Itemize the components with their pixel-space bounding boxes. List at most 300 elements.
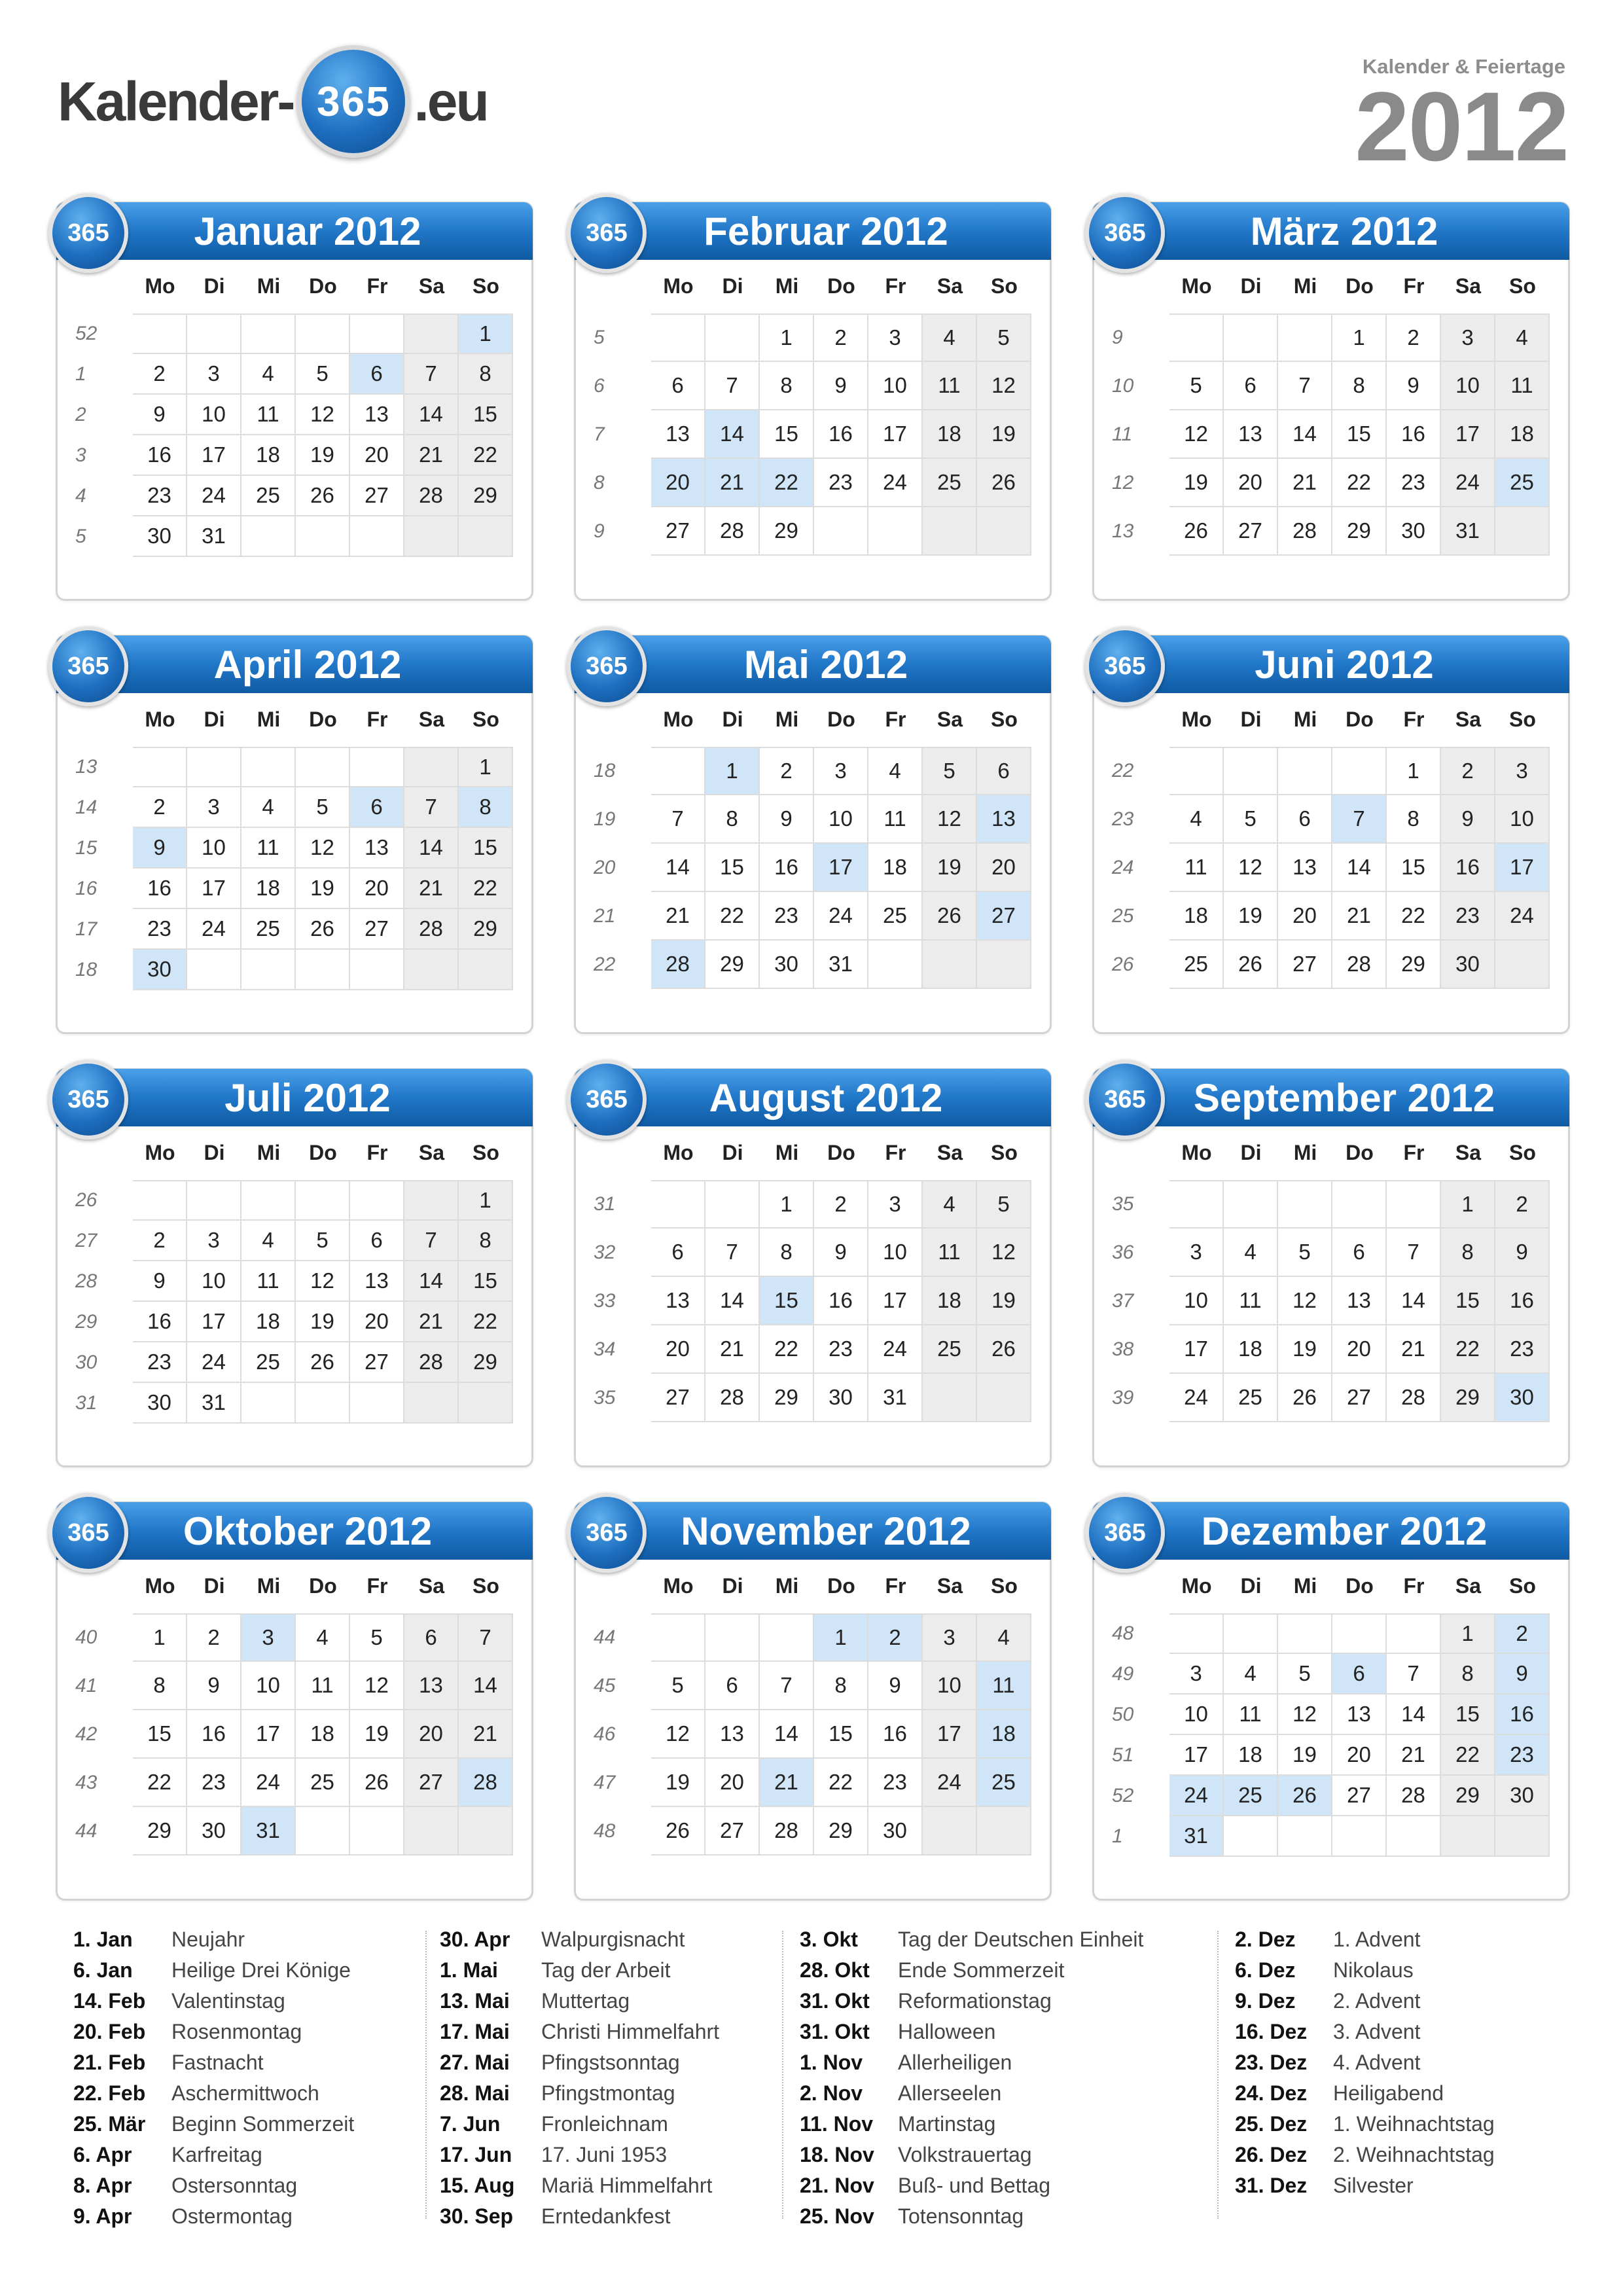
week-row [594, 362, 1032, 410]
month-title: Mai 2012 [575, 636, 1051, 693]
day-cell: 23 [133, 909, 187, 950]
week-row [75, 354, 514, 395]
week-number: 33 [594, 1290, 616, 1312]
month-badge: 365 [1085, 1060, 1165, 1139]
day-cell: 27 [1332, 1374, 1387, 1422]
week-number: 9 [594, 520, 605, 542]
week-number: 41 [75, 1675, 98, 1696]
week-row [594, 795, 1032, 844]
week-number: 49 [1112, 1663, 1134, 1685]
day-cell: 5 [977, 314, 1031, 362]
day-cell: 14 [1332, 844, 1387, 892]
week-number: 15 [75, 837, 98, 859]
holiday-name: Martinstag [898, 2112, 996, 2136]
day-cell: 19 [296, 1302, 350, 1342]
week-row [594, 844, 1032, 892]
day-cell: 22 [705, 892, 760, 941]
day-cell: 20 [705, 1759, 760, 1807]
day-cell: 14 [705, 410, 760, 459]
holiday-date: 22. Feb [73, 2081, 146, 2105]
day-cell: 30 [814, 1374, 868, 1422]
day-cell: 13 [1278, 844, 1332, 892]
weekday-label: Mo [145, 1141, 175, 1164]
column-divider [425, 1931, 428, 2219]
day-cell: 21 [1278, 459, 1332, 507]
day-cell: 17 [814, 844, 868, 892]
day-cell: 28 [1278, 507, 1332, 556]
day-cell: 21 [404, 1302, 459, 1342]
day-cell: 28 [705, 1374, 760, 1422]
month-days-grid [594, 747, 1032, 989]
day-cell: 15 [1387, 844, 1441, 892]
week-row [1112, 314, 1550, 362]
week-row [75, 869, 514, 909]
week-row [594, 1613, 1032, 1662]
day-cell: 24 [187, 1342, 241, 1383]
day-cell: 14 [705, 1277, 760, 1325]
weekday-label: So [473, 274, 499, 298]
day-cell: 29 [814, 1807, 868, 1856]
empty-day-cell [404, 1180, 459, 1221]
empty-day-cell [651, 314, 705, 362]
day-cell: 22 [760, 459, 814, 507]
holiday-date: 28. Okt [800, 1958, 870, 1982]
day-cell: 2 [760, 747, 814, 795]
week-row [1112, 1816, 1550, 1857]
weekday-label: Do [827, 1141, 855, 1164]
weekday-label: Sa [1455, 274, 1482, 298]
day-cell: 24 [868, 459, 923, 507]
empty-day-cell [296, 1807, 350, 1856]
holiday-name: Valentinstag [171, 1989, 285, 2013]
day-cell: 1 [760, 314, 814, 362]
empty-day-cell [1278, 747, 1332, 795]
week-row [594, 507, 1032, 556]
month-days-grid [75, 314, 514, 557]
holiday-entry [800, 1924, 1144, 1955]
month-badge: 365 [567, 193, 647, 273]
page-year: 2012 [1355, 71, 1568, 181]
week-number: 35 [1112, 1193, 1134, 1215]
empty-day-cell [350, 1383, 404, 1424]
week-number: 5 [75, 526, 86, 547]
day-cell: 11 [1224, 1277, 1278, 1325]
day-cell: 28 [1387, 1374, 1441, 1422]
day-cell: 11 [977, 1662, 1031, 1710]
day-cell: 23 [814, 459, 868, 507]
day-cell: 20 [350, 1302, 404, 1342]
month-days-grid [1112, 1180, 1550, 1422]
day-cell: 12 [296, 395, 350, 435]
day-cell: 1 [1332, 314, 1387, 362]
month-days-grid [594, 1613, 1032, 1856]
day-cell: 1 [1387, 747, 1441, 795]
day-cell: 31 [187, 1383, 241, 1424]
week-row [1112, 1229, 1550, 1277]
holiday-entry [440, 1924, 685, 1955]
day-cell: 14 [1387, 1277, 1441, 1325]
day-cell: 25 [241, 1342, 296, 1383]
day-cell: 18 [1224, 1325, 1278, 1374]
holiday-entry [440, 2078, 675, 2109]
day-cell: 20 [350, 869, 404, 909]
day-cell: 3 [814, 747, 868, 795]
week-number: 31 [75, 1392, 98, 1414]
holiday-name: Heilige Drei Könige [171, 1958, 351, 1982]
day-cell: 16 [1495, 1277, 1550, 1325]
weekday-label: So [473, 1141, 499, 1164]
day-cell: 9 [760, 795, 814, 844]
day-cell: 26 [977, 459, 1031, 507]
weekday-header [133, 708, 514, 732]
weekday-label: Fr [366, 1141, 388, 1164]
month-title: März 2012 [1093, 202, 1569, 260]
holiday-date: 6. Dez [1235, 1958, 1296, 1982]
week-number: 52 [1112, 1785, 1134, 1806]
day-cell: 29 [760, 507, 814, 556]
week-row [75, 1710, 514, 1759]
day-cell: 18 [296, 1710, 350, 1759]
holiday-entry [73, 2078, 319, 2109]
day-cell: 1 [1441, 1613, 1495, 1654]
week-row [1112, 1654, 1550, 1695]
month-title: Oktober 2012 [56, 1502, 533, 1560]
weekday-label: Sa [418, 708, 445, 731]
day-cell: 1 [814, 1613, 868, 1662]
day-cell: 7 [404, 787, 459, 828]
day-cell: 4 [923, 314, 977, 362]
holiday-name: 1. Weihnachtstag [1333, 2112, 1495, 2136]
week-row [75, 435, 514, 476]
day-cell: 19 [350, 1710, 404, 1759]
day-cell: 7 [705, 1229, 760, 1277]
day-cell: 8 [1332, 362, 1387, 410]
empty-day-cell [133, 1180, 187, 1221]
holiday-entry [1235, 2170, 1414, 2201]
empty-day-cell [1332, 1613, 1387, 1654]
page-subtitle: Kalender & Feiertage [1362, 55, 1565, 78]
month-title: September 2012 [1093, 1069, 1569, 1126]
empty-day-cell [977, 507, 1031, 556]
holiday-date: 11. Nov [800, 2112, 874, 2136]
day-cell: 15 [1441, 1695, 1495, 1735]
week-row [594, 1277, 1032, 1325]
week-number: 37 [1112, 1290, 1134, 1312]
day-cell: 1 [705, 747, 760, 795]
week-row [75, 1759, 514, 1807]
day-cell: 22 [814, 1759, 868, 1807]
holiday-date: 2. Nov [800, 2081, 863, 2105]
weekday-label: Do [309, 1141, 337, 1164]
holiday-entry [73, 2201, 293, 2232]
day-cell: 2 [133, 1221, 187, 1261]
week-row [1112, 1374, 1550, 1422]
week-row [1112, 747, 1550, 795]
day-cell: 27 [1332, 1776, 1387, 1816]
weekday-label: So [991, 1574, 1018, 1598]
weekday-label: So [1509, 708, 1536, 731]
day-cell: 22 [459, 1302, 513, 1342]
empty-day-cell [187, 747, 241, 787]
empty-day-cell [404, 950, 459, 990]
day-cell: 12 [1224, 844, 1278, 892]
day-cell: 16 [814, 1277, 868, 1325]
holiday-date: 28. Mai [440, 2081, 510, 2105]
day-cell: 11 [923, 1229, 977, 1277]
day-cell: 2 [1441, 747, 1495, 795]
day-cell: 26 [296, 1342, 350, 1383]
day-cell: 3 [1169, 1654, 1224, 1695]
day-cell: 29 [459, 476, 513, 516]
day-cell: 29 [459, 909, 513, 950]
holiday-date: 25. Mär [73, 2112, 146, 2136]
day-cell: 20 [404, 1710, 459, 1759]
week-row [75, 1383, 514, 1424]
holiday-entry [1235, 1924, 1421, 1955]
day-cell: 13 [651, 1277, 705, 1325]
day-cell: 10 [187, 395, 241, 435]
empty-day-cell [705, 1613, 760, 1662]
day-cell: 23 [187, 1759, 241, 1807]
holiday-column [800, 1924, 1144, 2232]
column-divider [782, 1931, 785, 2219]
day-cell: 6 [1278, 795, 1332, 844]
day-cell: 25 [241, 909, 296, 950]
day-cell: 28 [651, 941, 705, 989]
weekday-label: Di [722, 1574, 743, 1598]
day-cell: 17 [868, 1277, 923, 1325]
day-cell: 18 [1169, 892, 1224, 941]
holiday-column [440, 1924, 720, 2232]
weekday-label: So [1509, 274, 1536, 298]
holiday-name: Pfingstsonntag [541, 2051, 680, 2074]
week-number: 12 [1112, 472, 1134, 493]
day-cell: 26 [296, 909, 350, 950]
week-number: 13 [75, 756, 98, 778]
day-cell: 19 [977, 410, 1031, 459]
day-cell: 17 [187, 1302, 241, 1342]
day-cell: 13 [350, 395, 404, 435]
weekday-label: Do [1346, 1141, 1374, 1164]
day-cell: 28 [705, 507, 760, 556]
day-cell: 8 [1441, 1229, 1495, 1277]
week-row [594, 1325, 1032, 1374]
holiday-entry [440, 2140, 668, 2170]
day-cell: 9 [133, 395, 187, 435]
day-cell: 5 [296, 787, 350, 828]
week-number: 52 [75, 323, 98, 344]
holiday-name: Nikolaus [1333, 1958, 1414, 1982]
week-number: 30 [75, 1352, 98, 1373]
day-cell: 11 [241, 828, 296, 869]
week-row [1112, 410, 1550, 459]
day-cell: 24 [241, 1759, 296, 1807]
day-cell: 23 [814, 1325, 868, 1374]
weekday-label: Mo [145, 708, 175, 731]
day-cell: 17 [1169, 1735, 1224, 1776]
empty-day-cell [241, 747, 296, 787]
holiday-name: Ostermontag [171, 2204, 293, 2228]
month-card [1092, 635, 1570, 1034]
day-cell: 15 [459, 1261, 513, 1302]
day-cell: 5 [1224, 795, 1278, 844]
week-number: 40 [75, 1626, 98, 1648]
weekday-label: Mi [257, 1141, 281, 1164]
holiday-name: Totensonntag [898, 2204, 1024, 2228]
weekday-label: Di [1240, 1141, 1262, 1164]
empty-day-cell [296, 314, 350, 354]
empty-day-cell [1495, 507, 1550, 556]
weekday-label: Fr [885, 1141, 906, 1164]
holiday-name: Ende Sommerzeit [898, 1958, 1065, 1982]
week-number: 19 [594, 808, 616, 830]
empty-day-cell [705, 314, 760, 362]
day-cell: 10 [187, 828, 241, 869]
month-badge: 365 [567, 1493, 647, 1573]
weekday-label: Mi [1293, 1574, 1317, 1598]
day-cell: 16 [1387, 410, 1441, 459]
week-number: 48 [594, 1820, 616, 1842]
holiday-entry [440, 1986, 630, 2017]
day-cell: 30 [133, 1383, 187, 1424]
week-number: 46 [594, 1723, 616, 1745]
day-cell: 4 [296, 1613, 350, 1662]
day-cell: 13 [350, 828, 404, 869]
holiday-date: 1. Jan [73, 1928, 133, 1951]
holiday-name: Aschermittwoch [171, 2081, 319, 2105]
month-days-grid [75, 1613, 514, 1856]
day-cell: 11 [868, 795, 923, 844]
month-card [56, 202, 533, 601]
day-cell: 27 [350, 909, 404, 950]
holiday-name: Allerheiligen [898, 2051, 1012, 2074]
weekday-label: Do [827, 274, 855, 298]
weekday-label: Mi [1293, 708, 1317, 731]
empty-day-cell [187, 1180, 241, 1221]
week-number: 47 [594, 1772, 616, 1793]
week-row [1112, 459, 1550, 507]
day-cell: 25 [923, 459, 977, 507]
weekday-label: Fr [885, 708, 906, 731]
weekday-header [1169, 1141, 1550, 1165]
weekday-label: So [1509, 1574, 1536, 1598]
weekday-label: Di [1240, 708, 1262, 731]
day-cell: 7 [651, 795, 705, 844]
week-number: 22 [1112, 760, 1134, 781]
day-cell: 6 [1224, 362, 1278, 410]
month-badge: 365 [567, 1060, 647, 1139]
week-number: 22 [594, 954, 616, 975]
day-cell: 27 [404, 1759, 459, 1807]
day-cell: 29 [133, 1807, 187, 1856]
day-cell: 28 [1332, 941, 1387, 989]
week-number: 25 [1112, 905, 1134, 927]
day-cell: 12 [977, 1229, 1031, 1277]
day-cell: 26 [977, 1325, 1031, 1374]
week-row [75, 950, 514, 990]
empty-day-cell [459, 1807, 513, 1856]
week-row [75, 476, 514, 516]
week-number: 2 [75, 404, 86, 425]
day-cell: 31 [1441, 507, 1495, 556]
week-number: 45 [594, 1675, 616, 1696]
holiday-entry [73, 2017, 302, 2047]
week-number: 21 [594, 905, 616, 927]
day-cell: 13 [977, 795, 1031, 844]
empty-day-cell [814, 507, 868, 556]
day-cell: 23 [1495, 1735, 1550, 1776]
weekday-label: Fr [1403, 274, 1425, 298]
empty-day-cell [1169, 747, 1224, 795]
weekday-label: Fr [366, 1574, 388, 1598]
holiday-name: Pfingstmontag [541, 2081, 675, 2105]
week-row [594, 410, 1032, 459]
month-badge: 365 [48, 626, 128, 706]
day-cell: 31 [1169, 1816, 1224, 1857]
day-cell: 11 [1495, 362, 1550, 410]
day-cell: 3 [187, 354, 241, 395]
day-cell: 30 [133, 516, 187, 557]
day-cell: 26 [350, 1759, 404, 1807]
empty-day-cell [977, 1807, 1031, 1856]
day-cell: 5 [1278, 1229, 1332, 1277]
day-cell: 3 [923, 1613, 977, 1662]
holiday-entry [1235, 2017, 1421, 2047]
empty-day-cell [651, 1180, 705, 1229]
empty-day-cell [1495, 941, 1550, 989]
day-cell: 29 [705, 941, 760, 989]
weekday-label: Mo [663, 1574, 694, 1598]
day-cell: 3 [1495, 747, 1550, 795]
empty-day-cell [1224, 314, 1278, 362]
empty-day-cell [651, 1613, 705, 1662]
weekday-label: Do [1346, 274, 1374, 298]
day-cell: 27 [1278, 941, 1332, 989]
week-row [75, 787, 514, 828]
day-cell: 14 [404, 828, 459, 869]
day-cell: 19 [923, 844, 977, 892]
day-cell: 7 [705, 362, 760, 410]
day-cell: 25 [296, 1759, 350, 1807]
week-number: 24 [1112, 857, 1134, 878]
holiday-entry [440, 2170, 713, 2201]
week-row [594, 1807, 1032, 1856]
day-cell: 12 [1278, 1277, 1332, 1325]
day-cell: 15 [760, 410, 814, 459]
day-cell: 2 [133, 787, 187, 828]
empty-day-cell [296, 747, 350, 787]
day-cell: 1 [1441, 1180, 1495, 1229]
weekday-label: Mo [663, 274, 694, 298]
day-cell: 7 [1387, 1229, 1441, 1277]
day-cell: 3 [868, 314, 923, 362]
day-cell: 14 [651, 844, 705, 892]
day-cell: 21 [651, 892, 705, 941]
day-cell: 20 [1332, 1735, 1387, 1776]
day-cell: 3 [868, 1180, 923, 1229]
month-card [574, 1068, 1052, 1467]
holiday-name: Tag der Arbeit [541, 1958, 671, 1982]
day-cell: 1 [459, 314, 513, 354]
week-number: 1 [75, 363, 86, 385]
day-cell: 12 [651, 1710, 705, 1759]
day-cell: 4 [241, 354, 296, 395]
month-title: Dezember 2012 [1093, 1502, 1569, 1560]
holiday-entry [440, 2201, 671, 2232]
day-cell: 10 [1169, 1695, 1224, 1735]
empty-day-cell [977, 941, 1031, 989]
empty-day-cell [760, 1613, 814, 1662]
